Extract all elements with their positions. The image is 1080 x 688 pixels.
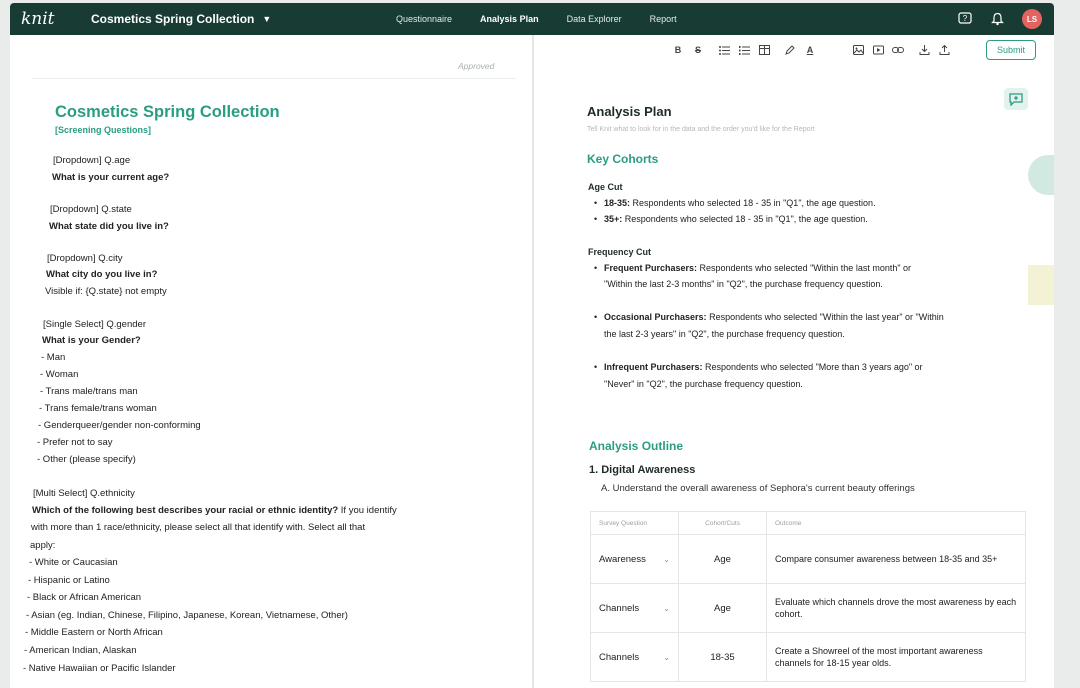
bullet-list-icon[interactable] xyxy=(718,44,730,56)
svg-text:?: ? xyxy=(962,14,968,23)
download-icon[interactable] xyxy=(918,44,930,56)
answer-option: - Woman xyxy=(40,369,79,380)
column-header: Outcome xyxy=(775,519,802,527)
question-type: [Single Select] Q.gender xyxy=(43,319,146,330)
answer-option: - American Indian, Alaskan xyxy=(24,645,137,656)
select-value: Channels xyxy=(599,602,640,614)
divider xyxy=(32,78,516,79)
frequency-cut-heading: Frequency Cut xyxy=(588,247,652,257)
decorative-shape xyxy=(1028,155,1054,195)
chevron-down-icon: ▼ xyxy=(262,14,272,24)
question-type: [Dropdown] Q.city xyxy=(47,253,123,264)
analysis-outline-heading: Analysis Outline xyxy=(589,439,684,453)
answer-option: - Trans female/trans woman xyxy=(39,403,157,414)
outcome-cell[interactable]: Create a Showreel of the most important awareness channels for 18-15 year olds. xyxy=(775,646,983,668)
outcome-cell[interactable]: Evaluate which channels drove the most awareness by each cohort. xyxy=(775,597,1017,619)
chevron-down-icon: ⌄ xyxy=(663,554,670,564)
help-chat-icon[interactable] xyxy=(958,12,972,26)
analysis-table xyxy=(590,511,1026,682)
table-row xyxy=(591,534,1025,583)
column-header: Cohort/Cuts xyxy=(679,512,767,534)
cohort-name: Frequent Purchasers: xyxy=(604,263,698,273)
cohort-description-cont: "Within the last 2-3 months" in "Q2", the purchase frequency question. xyxy=(604,279,883,289)
question-type: [Multi Select] Q.ethnicity xyxy=(33,488,135,499)
section-heading: 1. Digital Awareness xyxy=(589,464,696,476)
list-item: • Infrequent Purchasers: Respondents who selected "More than 3 years ago" or xyxy=(594,362,923,372)
cohort-description: Respondents who selected 18 - 35 in "Q1", the age question. xyxy=(622,214,868,224)
strikethrough-button[interactable]: S xyxy=(694,45,701,55)
survey-question-select[interactable] xyxy=(591,584,679,632)
top-icons xyxy=(958,3,1042,35)
table-row xyxy=(591,632,1025,681)
question-text-bold: Which of the following best describes your racial or ethnic identity? xyxy=(32,505,339,516)
answer-option: - Asian (eg. Indian, Chinese, Filipino, Japanese, Korean, Vietnamese, Other) xyxy=(26,610,348,621)
editor-toolbar xyxy=(672,44,950,56)
cohort-cell[interactable]: Age xyxy=(679,584,767,632)
section-label: [Screening Questions] xyxy=(55,125,152,135)
tab-questionnaire[interactable]: Questionnaire xyxy=(396,14,453,24)
survey-question-select[interactable] xyxy=(591,633,679,681)
tab-analysis-plan[interactable]: Analysis Plan xyxy=(480,14,539,24)
answer-option: - Native Hawaiian or Pacific Islander xyxy=(23,663,176,674)
answer-option: - Other (please specify) xyxy=(37,454,136,465)
add-comment-icon[interactable] xyxy=(1004,88,1028,110)
answer-option: - Hispanic or Latino xyxy=(28,575,110,586)
question-text-cont: apply: xyxy=(30,540,56,551)
question-text: What is your Gender? xyxy=(42,335,141,346)
list-item: • Occasional Purchasers: Respondents who selected "Within the last year" or "Within xyxy=(594,312,944,322)
cohort-name: Infrequent Purchasers: xyxy=(604,362,703,372)
answer-option: - Trans male/trans man xyxy=(40,386,138,397)
question-type: [Dropdown] Q.state xyxy=(50,204,132,215)
tab-data-explorer[interactable]: Data Explorer xyxy=(566,14,622,24)
cohort-description-cont: "Never" in "Q2", the purchase frequency question. xyxy=(604,379,803,389)
project-selector[interactable] xyxy=(91,12,271,26)
cohort-description: Respondents who selected 18 - 35 in "Q1", the age question. xyxy=(630,198,876,208)
decorative-shape xyxy=(1028,265,1054,305)
table-header xyxy=(591,512,1025,534)
answer-option: - White or Caucasian xyxy=(29,557,118,568)
cohort-description: Respondents who selected "More than 3 years ago" or xyxy=(702,362,923,372)
numbered-list-icon[interactable] xyxy=(738,44,750,56)
list-item: • Frequent Purchasers: Respondents who selected "Within the last month" or xyxy=(594,263,912,273)
column-header: Survey Question xyxy=(591,512,679,534)
top-bar xyxy=(10,3,1054,35)
question-text: What state did you live in? xyxy=(49,221,169,232)
section-objective: A. Understand the overall awareness of Sephora's current beauty offerings xyxy=(601,483,915,494)
analysis-plan-hint: Tell Knit what to look for in the data and the order you'd like for the Report xyxy=(587,126,815,133)
chevron-down-icon: ⌄ xyxy=(663,652,670,662)
bold-button[interactable]: B xyxy=(674,45,682,55)
age-cut-heading: Age Cut xyxy=(588,182,623,192)
answer-option: - Middle Eastern or North African xyxy=(25,627,163,638)
approved-status: Approved xyxy=(458,61,495,71)
chevron-down-icon: ⌄ xyxy=(663,603,670,613)
survey-question-select[interactable] xyxy=(591,535,679,583)
cohort-description-cont: the last 2-3 years" in "Q2", the purchase frequency question. xyxy=(604,329,845,339)
key-cohorts-heading: Key Cohorts xyxy=(587,152,659,166)
question-text-cont: with more than 1 race/ethnicity, please select all that identify with. Select all that xyxy=(31,522,366,533)
question-text xyxy=(32,505,397,516)
pen-icon[interactable] xyxy=(784,44,796,56)
select-value: Awareness xyxy=(599,553,646,565)
avatar[interactable]: LS xyxy=(1022,9,1042,29)
table-icon[interactable] xyxy=(758,44,770,56)
main-nav xyxy=(396,3,705,35)
select-value: Channels xyxy=(599,651,640,663)
list-item: • 35+: Respondents who selected 18 - 35 in "Q1", the age question. xyxy=(594,214,868,224)
analysis-plan-title: Analysis Plan xyxy=(587,104,672,119)
video-icon[interactable] xyxy=(872,44,884,56)
tab-report[interactable]: Report xyxy=(649,14,677,24)
questionnaire-title: Cosmetics Spring Collection xyxy=(55,103,280,121)
answer-option: - Genderqueer/gender non-conforming xyxy=(38,420,201,431)
submit-button[interactable]: Submit xyxy=(986,40,1036,60)
link-icon[interactable] xyxy=(892,44,904,56)
cohort-name: 35+: xyxy=(604,214,623,224)
question-type: [Dropdown] Q.age xyxy=(53,155,131,166)
cohort-cell[interactable]: 18-35 xyxy=(679,633,767,681)
question-text: What is your current age? xyxy=(52,172,170,183)
question-text-rest: If you identify xyxy=(338,505,397,516)
knit-logo[interactable]: knit xyxy=(21,9,55,29)
question-text: What city do you live in? xyxy=(46,269,158,280)
cohort-description: Respondents who selected "Within the last year" or "Within xyxy=(706,312,944,322)
text-color-button[interactable]: A xyxy=(806,45,814,55)
upload-icon[interactable] xyxy=(938,44,950,56)
outcome-cell[interactable]: Compare consumer awareness between 18-35 and 35+ xyxy=(775,554,998,564)
list-item: • 18-35: Respondents who selected 18 - 35 in "Q1", the age question. xyxy=(594,198,876,208)
answer-option: - Prefer not to say xyxy=(37,437,113,448)
visibility-rule: Visible if: {Q.state} not empty xyxy=(45,286,167,297)
cohort-description: Respondents who selected "Within the last month" or xyxy=(697,263,912,273)
answer-option: - Black or African American xyxy=(27,592,142,603)
cohort-name: 18-35: xyxy=(604,198,631,208)
cohort-name: Occasional Purchasers: xyxy=(604,312,707,322)
project-name: Cosmetics Spring Collection xyxy=(91,12,255,26)
questionnaire-panel xyxy=(10,35,532,688)
analysis-plan-panel xyxy=(534,35,1054,688)
table-row xyxy=(591,583,1025,632)
bell-icon[interactable] xyxy=(990,12,1004,26)
cohort-cell[interactable]: Age xyxy=(679,535,767,583)
answer-option: - Man xyxy=(41,352,66,363)
image-icon[interactable] xyxy=(852,44,864,56)
